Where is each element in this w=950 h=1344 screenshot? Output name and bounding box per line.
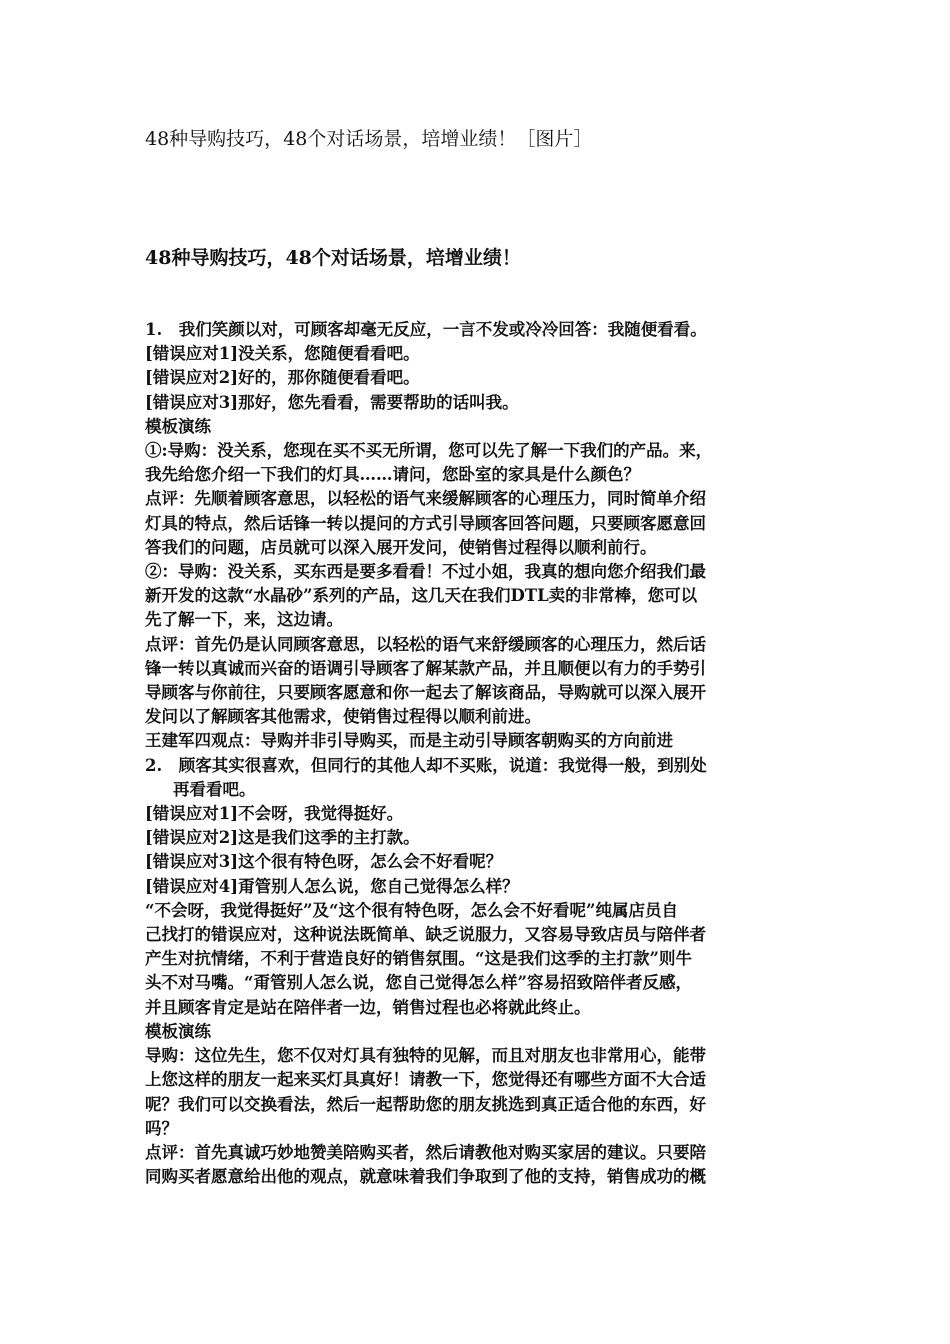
body-line: 答我们的问题，店员就可以深入展开发问，使销售过程得以顺利前行。 <box>145 537 657 557</box>
body-line: 我先给您介绍一下我们的灯具……请问，您卧室的家具是什么颜色？ <box>145 465 640 485</box>
wrong-answer-line: [错误应对3]这个很有特色呀，怎么会不好看呢？ <box>145 852 503 872</box>
document-body <box>145 318 807 1189</box>
document-title: 48种导购技巧，48个对话场景，培增业绩！ <box>145 247 521 269</box>
wrong-answer-line: [错误应对1]没关系，您随便看看吧。 <box>145 344 420 364</box>
body-line: ①:导购：没关系，您现在买不买无所谓，您可以先了解一下我们的产品。来， <box>145 441 713 461</box>
body-line: 先了解一下，来，这边请。 <box>145 610 343 630</box>
body-line: 吗？ <box>145 1118 178 1138</box>
wrong-answer-line: [错误应对3]那好，您先看看，需要帮助的话叫我。 <box>145 392 519 412</box>
body-line: 己找打的错误应对，这种说法既简单、缺乏说服力，又容易导致店员与陪伴者 <box>145 925 706 945</box>
wrong-answer-line: [错误应对1]不会呀，我觉得挺好。 <box>145 804 404 824</box>
body-line: 发问以了解顾客其他需求，使销售过程得以顺利前进。 <box>145 707 541 727</box>
wrong-answer-line: [错误应对2]这是我们这季的主打款。 <box>145 828 420 848</box>
document-title-with-image: 48种导购技巧，48个对话场景，培增业绩！［图片］ <box>145 128 593 150</box>
wrong-answer-line: [错误应对2]好的，那你随便看看吧。 <box>145 368 420 388</box>
body-line: 王建军四观点：导购并非引导购买，而是主动引导顾客朝购买的方向前进 <box>145 731 673 751</box>
body-line: 点评：首先真诚巧妙地赞美陪购买者，然后请教他对购买家居的建议。只要陪 <box>145 1142 706 1162</box>
body-line: 新开发的这款“水晶砂”系列的产品，这几天在我们DTL卖的非常棒，您可以 <box>145 586 698 606</box>
body-line: “不会呀，我觉得挺好”及“这个很有特色呀，怎么会不好看呢”纯属店员自 <box>145 900 678 920</box>
body-line: 同购买者愿意给出他的观点，就意味着我们争取到了他的支持，销售成功的概 <box>145 1167 706 1187</box>
body-line: 导顾客与你前往，只要顾客愿意和你一起去了解该商品，导购就可以深入展开 <box>145 683 706 703</box>
wrong-answer-line: [错误应对4]甭管别人怎么说，您自己觉得怎么样？ <box>145 876 519 896</box>
section-heading: 模板演练 <box>145 1021 211 1041</box>
body-line: 点评：先顺着顾客意思，以轻松的语气来缓解顾客的心理压力，同时简单介绍 <box>145 489 706 509</box>
body-line: 产生对抗情绪，不利于营造良好的销售氛围。“这是我们这季的主打款”则牛 <box>145 949 692 969</box>
body-line: 呢？我们可以交换看法，然后一起帮助您的朋友挑选到真正适合他的东西，好 <box>145 1094 706 1114</box>
question-2: 2. 顾客其实很喜欢，但同行的其他人却不买账，说道：我觉得一般，到别处 <box>145 755 707 775</box>
question-2-continued: 再看看吧。 <box>173 779 256 799</box>
body-line: 点评：首先仍是认同顾客意思，以轻松的语气来舒缓顾客的心理压力，然后话 <box>145 634 706 654</box>
question-1: 1. 我们笑颜以对，可顾客却毫无反应，一言不发或冷冷回答：我随便看看。 <box>145 320 707 339</box>
body-line: 灯具的特点，然后话锋一转以提问的方式引导顾客回答问题，只要顾客愿意回 <box>145 513 706 533</box>
body-line: 锋一转以真诚而兴奋的语调引导顾客了解某款产品，并且顺便以有力的手势引 <box>145 658 706 678</box>
body-line: 并且顾客肯定是站在陪伴者一边，销售过程也必将就此终止。 <box>145 997 591 1017</box>
body-line: 导购：这位先生，您不仅对灯具有独特的见解，而且对朋友也非常用心，能带 <box>145 1046 706 1066</box>
body-line: ②：导购：没关系，买东西是要多看看！不过小姐，我真的想向您介绍我们最 <box>145 562 706 582</box>
section-heading: 模板演练 <box>145 416 211 436</box>
body-line: 头不对马嘴。“甭管别人怎么说，您自己觉得怎么样”容易招致陪伴者反感， <box>145 973 692 993</box>
body-line: 上您这样的朋友一起来买灯具真好！请教一下，您觉得还有哪些方面不大合适 <box>145 1070 706 1090</box>
